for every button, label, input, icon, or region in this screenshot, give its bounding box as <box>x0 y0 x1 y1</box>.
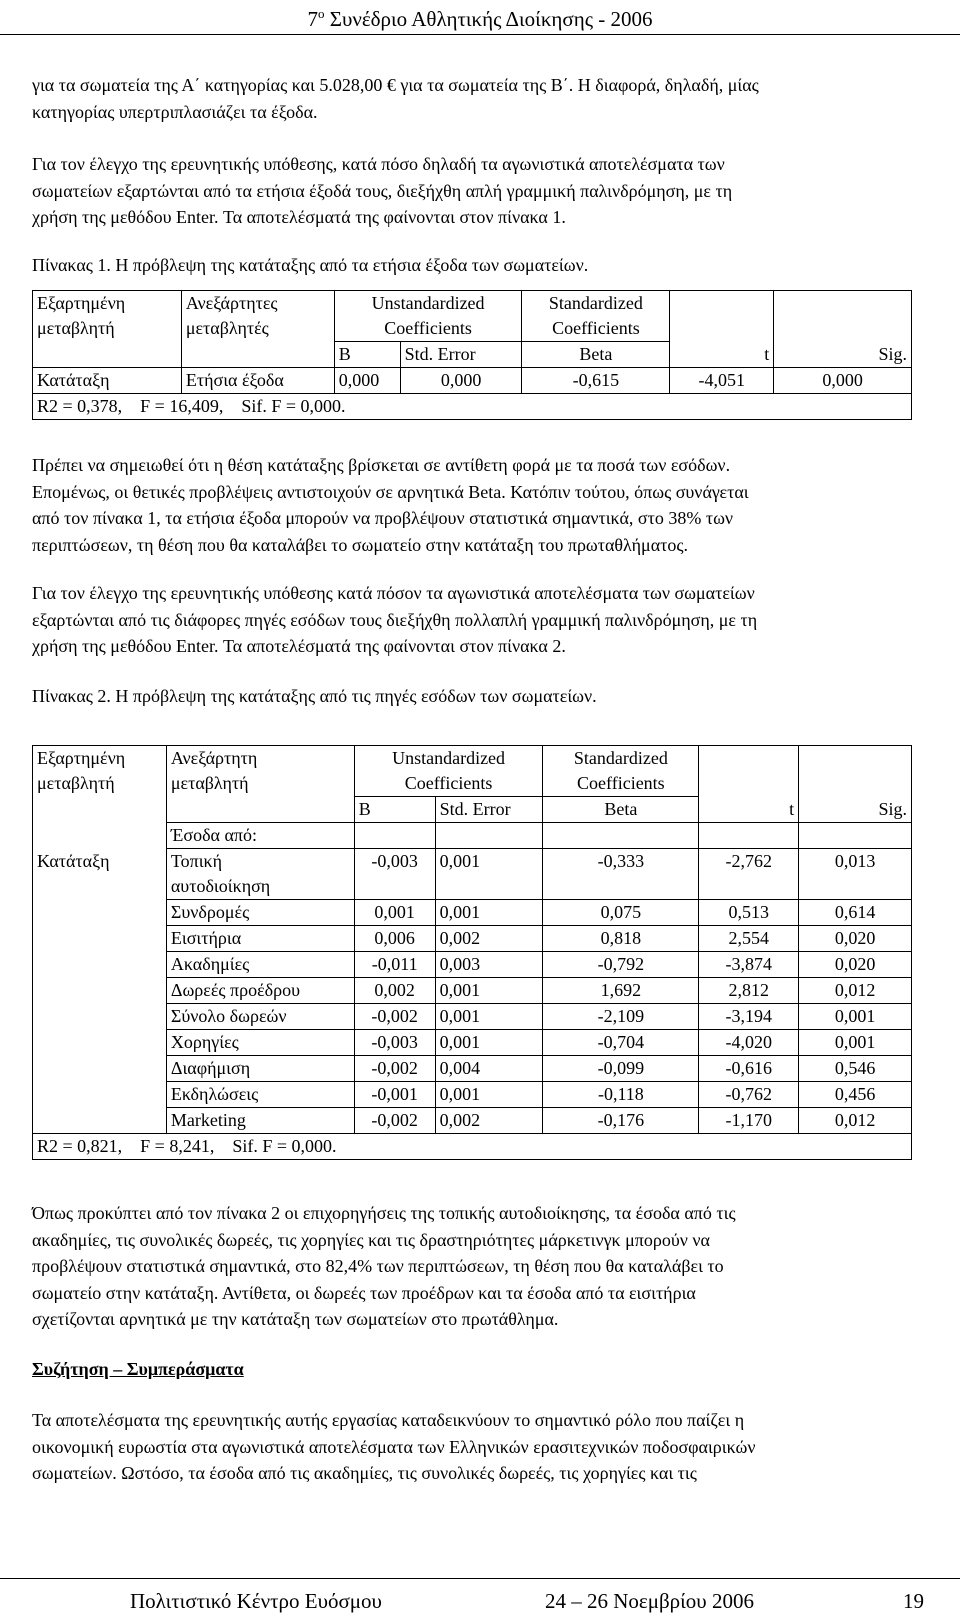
table2-cell-b: -0,003 <box>354 849 435 900</box>
table2-header-b: B <box>354 797 435 823</box>
table2-cell-beta: 0,818 <box>543 926 699 952</box>
table2-cell-sig: 0,020 <box>799 952 912 978</box>
table2-cell-income-source: Συνδρομές <box>166 900 354 926</box>
table1-header-blank-t <box>670 291 774 342</box>
table1-cell-beta: -0,615 <box>522 368 670 394</box>
table2-cell-beta: -0,118 <box>543 1082 699 1108</box>
table2-cell-income-source: Εκδηλώσεις <box>166 1082 354 1108</box>
table1-header-blank-sig <box>774 291 912 342</box>
table2-cell-se: 0,001 <box>435 1004 543 1030</box>
table2-header-independent: Ανεξάρτητη μεταβλητή <box>166 746 354 797</box>
table1-header-t: t <box>670 342 774 368</box>
paragraph-table1-interpretation: Πρέπει να σημειωθεί ότι η θέση κατάταξης βρίσκεται σε αντίθετη φορά με τα ποσά των εσόδων. Επομένως, οι θετικές προβλέψεις αντιστοιχούν σε αρνητικά Beta. Κατόπιν τούτου, όπως συνάγεται από τον πίνακα 1, τα ετήσια έξοδα μπορούν να προβλέψουν στατιστικά σημαντικά, στο 38% των περιπτώσεων, τη θέση που θα καταλάβει το σωματείο στην κατάταξη του πρωταθλήματος. <box>32 455 749 555</box>
table2-cell-beta: 1,692 <box>543 978 699 1004</box>
table1-regression <box>32 290 912 420</box>
table2-cell-se: 0,002 <box>435 1108 543 1134</box>
paragraph-conclusions: Τα αποτελέσματα της ερευνητικής αυτής εργασίας καταδεικνύουν το σημαντικό ρόλο που παίζει η οικονομική ευρωστία στα αγωνιστικά αποτελέσματα των Ελληνικών ερασιτεχνικών ποδοσφαιρικών σωματείων. Ωστόσο, τα έσοδα από τις ακαδημίες, τις συνολικές δωρεές, τις χορηγίες και τις <box>32 1410 756 1483</box>
table-row <box>33 900 912 926</box>
table2-cell-dependent <box>33 952 167 978</box>
table-row <box>33 849 912 900</box>
table2-body <box>33 849 912 1134</box>
table2-cell-t: -0,762 <box>699 1082 799 1108</box>
table2-cell-se: 0,001 <box>435 978 543 1004</box>
table2-cell-t: 2,812 <box>699 978 799 1004</box>
table2-cell-income-source: Ακαδημίες <box>166 952 354 978</box>
footer-venue: Πολιτιστικό Κέντρο Ευόσμου <box>130 1589 382 1613</box>
table2-cell-se: 0,001 <box>435 1082 543 1108</box>
table2-cell-t: -1,170 <box>699 1108 799 1134</box>
table1-header-unstandardized: Unstandardized Coefficients <box>334 291 522 342</box>
table2-cell-b: -0,011 <box>354 952 435 978</box>
table2-caption: Πίνακας 2. Η πρόβλεψη της κατάταξης από τις πηγές εσόδων των σωματείων. <box>32 686 597 706</box>
table2-header-beta: Beta <box>543 797 699 823</box>
table2-cell-sig: 0,012 <box>799 978 912 1004</box>
table1-cell-sig: 0,000 <box>774 368 912 394</box>
table2-cell-income-source: Δωρεές προέδρου <box>166 978 354 1004</box>
table1-header-standardized: Standardized Coefficients <box>522 291 670 342</box>
table2-cell-se: 0,002 <box>435 926 543 952</box>
footer-dates: 24 – 26 Νοεμβρίου 2006 <box>545 1589 754 1613</box>
table-row <box>33 1004 912 1030</box>
header-title: $7^o$ Συνέδριο Αθλητικής Διοίκησης - 2006 <box>307 6 653 31</box>
table2-cell-dependent <box>33 1004 167 1030</box>
table1-header-beta: Beta <box>522 342 670 368</box>
table1-cell-independent: Ετήσια έξοδα <box>181 368 334 394</box>
table1-cell-t: -4,051 <box>670 368 774 394</box>
table2-cell-se: 0,001 <box>435 849 543 900</box>
table-row <box>33 1108 912 1134</box>
table2-cell-b: 0,006 <box>354 926 435 952</box>
table1-cell-std-error: 0,000 <box>400 368 522 394</box>
table1-header-empty-2 <box>181 342 334 368</box>
table-row <box>33 926 912 952</box>
table2-cell-beta: -2,109 <box>543 1004 699 1030</box>
table2-header-standardized: Standardized Coefficients <box>543 746 699 797</box>
table2-header-std-error: Std. Error <box>435 797 543 823</box>
paragraph-hypothesis-1: Για τον έλεγχο της ερευνητικής υπόθεσης, κατά πόσο δηλαδή τα αγωνιστικά αποτελέσματα των σωματείων εξαρτώνται από τα ετήσια έξοδά τους, διεξήχθη απλή γραμμική παλινδρόμηση, με τη χρήση της μεθόδου Enter. Τα αποτελέσματά της φαίνονται στον πίνακα 1. <box>32 154 733 227</box>
table2-cell-dependent <box>33 1056 167 1082</box>
table2-cell-t: -0,616 <box>699 1056 799 1082</box>
table2-header-dependent: Εξαρτημένη μεταβλητή <box>33 746 167 797</box>
table2-cell-dependent <box>33 926 167 952</box>
section-heading-discussion: Συζήτηση – Συμπεράσματα <box>32 1359 244 1379</box>
table2-header-unstandardized: Unstandardized Coefficients <box>354 746 543 797</box>
table2-cell-dependent <box>33 1030 167 1056</box>
table-row <box>33 1056 912 1082</box>
table2-cell-t: -3,874 <box>699 952 799 978</box>
table2-cell-beta: -0,704 <box>543 1030 699 1056</box>
table2-cell-se: 0,001 <box>435 900 543 926</box>
table1-header-std-error: Std. Error <box>400 342 522 368</box>
table2-cell-t: -2,762 <box>699 849 799 900</box>
table2-cell-beta: -0,176 <box>543 1108 699 1134</box>
table2-cell-se: 0,003 <box>435 952 543 978</box>
table2-cell-b: -0,003 <box>354 1030 435 1056</box>
table2-cell-income-source: Σύνολο δωρεών <box>166 1004 354 1030</box>
table2-cell-beta: -0,099 <box>543 1056 699 1082</box>
paragraph-expenses-intro: για τα σωματεία της Α΄ κατηγορίας και 5.028,00 € για τα σωματεία της Β΄. Η διαφορά, δηλαδή, μίας κατηγορίας υπερτριπλασιάζει τα έξοδα. <box>32 75 759 122</box>
table-row <box>33 1082 912 1108</box>
table2-cell-t: -4,020 <box>699 1030 799 1056</box>
table2-cell-sig: 0,013 <box>799 849 912 900</box>
table2-cell-dependent <box>33 1108 167 1134</box>
table2-cell-sig: 0,001 <box>799 1030 912 1056</box>
table2-cell-sig: 0,614 <box>799 900 912 926</box>
table2-cell-dependent <box>33 900 167 926</box>
table2-cell-beta: -0,792 <box>543 952 699 978</box>
table-row <box>33 368 912 394</box>
table2-cell-sig: 0,456 <box>799 1082 912 1108</box>
table2-regression <box>32 745 912 1160</box>
page-footer <box>0 1578 960 1618</box>
table2-cell-beta: -0,333 <box>543 849 699 900</box>
table1-header-empty-1 <box>33 342 182 368</box>
table2-cell-t: -3,194 <box>699 1004 799 1030</box>
table2-cell-dependent <box>33 1082 167 1108</box>
table1-cell-b: 0,000 <box>334 368 400 394</box>
table-row <box>33 952 912 978</box>
table2-cell-t: 0,513 <box>699 900 799 926</box>
table1-header-b: B <box>334 342 400 368</box>
table2-cell-b: -0,002 <box>354 1108 435 1134</box>
table1-model-summary: R2 = 0,378, F = 16,409, Sif. F = 0,000. <box>33 394 912 420</box>
table2-cell-t: 2,554 <box>699 926 799 952</box>
table1-caption: Πίνακας 1. Η πρόβλεψη της κατάταξης από τα ετήσια έξοδα των σωματείων. <box>32 255 589 275</box>
paragraph-table2-interpretation: Όπως προκύπτει από τον πίνακα 2 οι επιχορηγήσεις της τοπικής αυτοδιοίκησης, τα έσοδα από τις ακαδημίες, τις συνολικές δωρεές, τις χορηγίες και τις δραστηριότητες μάρκετινγκ μπορούν να προβλέψουν στατιστικά σημαντικά, στο 82,4% των περιπτώσεων, τη θέση που θα καταλάβει το σωματείο στην κατάταξη. Αντίθετα, οι δωρεές των προέδρων και τα έσοδα από τα εισιτήρια σχετίζονται αρνητικά με την κατάταξη των σωματείων στο πρωτάθλημα. <box>32 1203 736 1329</box>
table2-cell-income-source: Χορηγίες <box>166 1030 354 1056</box>
table2-cell-b: -0,001 <box>354 1082 435 1108</box>
table-row <box>33 1030 912 1056</box>
table2-cell-b: -0,002 <box>354 1004 435 1030</box>
table2-cell-sig: 0,020 <box>799 926 912 952</box>
table2-cell-se: 0,001 <box>435 1030 543 1056</box>
table1-cell-dependent: Κατάταξη <box>33 368 182 394</box>
table2-cell-se: 0,004 <box>435 1056 543 1082</box>
table2-cell-b: 0,002 <box>354 978 435 1004</box>
table2-model-summary: R2 = 0,821, F = 8,241, Sif. F = 0,000. <box>33 1134 912 1160</box>
table2-cell-income-source: Εισιτήρια <box>166 926 354 952</box>
table2-header-t: t <box>699 797 799 823</box>
table2-cell-sig: 0,012 <box>799 1108 912 1134</box>
table2-cell-beta: 0,075 <box>543 900 699 926</box>
table2-header-empty-2 <box>166 797 354 823</box>
table1-header-dependent: Εξαρτημένη μεταβλητή <box>33 291 182 342</box>
paragraph-hypothesis-2: Για τον έλεγχο της ερευνητικής υπόθεσης κατά πόσον τα αγωνιστικά αποτελέσματα των σωματείων εξαρτώνται από τις διάφορες πηγές εσόδων τους διεξήχθη πολλαπλή γραμμική παλινδρόμηση, με τη χρήση της μεθόδου Enter. Τα αποτελέσματά της φαίνονται στον πίνακα 2. <box>32 583 758 656</box>
table2-cell-dependent: Κατάταξη <box>33 849 167 900</box>
footer-page-number: 19 <box>903 1589 924 1613</box>
table2-header-sig: Sig. <box>799 797 912 823</box>
table2-dep-blank <box>33 823 167 849</box>
table2-cell-income-source: Marketing <box>166 1108 354 1134</box>
table1-header-sig: Sig. <box>774 342 912 368</box>
table2-cell-b: 0,001 <box>354 900 435 926</box>
table2-header-blank-sig <box>799 746 912 797</box>
table2-header-empty-1 <box>33 797 167 823</box>
table2-income-from-label: Έσοδα από: <box>166 823 354 849</box>
page-header <box>0 0 960 35</box>
table-row <box>33 978 912 1004</box>
table2-cell-b: -0,002 <box>354 1056 435 1082</box>
table1-header-independent: Ανεξάρτητες μεταβλητές <box>181 291 334 342</box>
table2-cell-sig: 0,546 <box>799 1056 912 1082</box>
table2-cell-income-source: Τοπική αυτοδιοίκηση <box>166 849 354 900</box>
table2-cell-sig: 0,001 <box>799 1004 912 1030</box>
table2-cell-income-source: Διαφήμιση <box>166 1056 354 1082</box>
table2-cell-dependent <box>33 978 167 1004</box>
table2-header-blank-t <box>699 746 799 797</box>
